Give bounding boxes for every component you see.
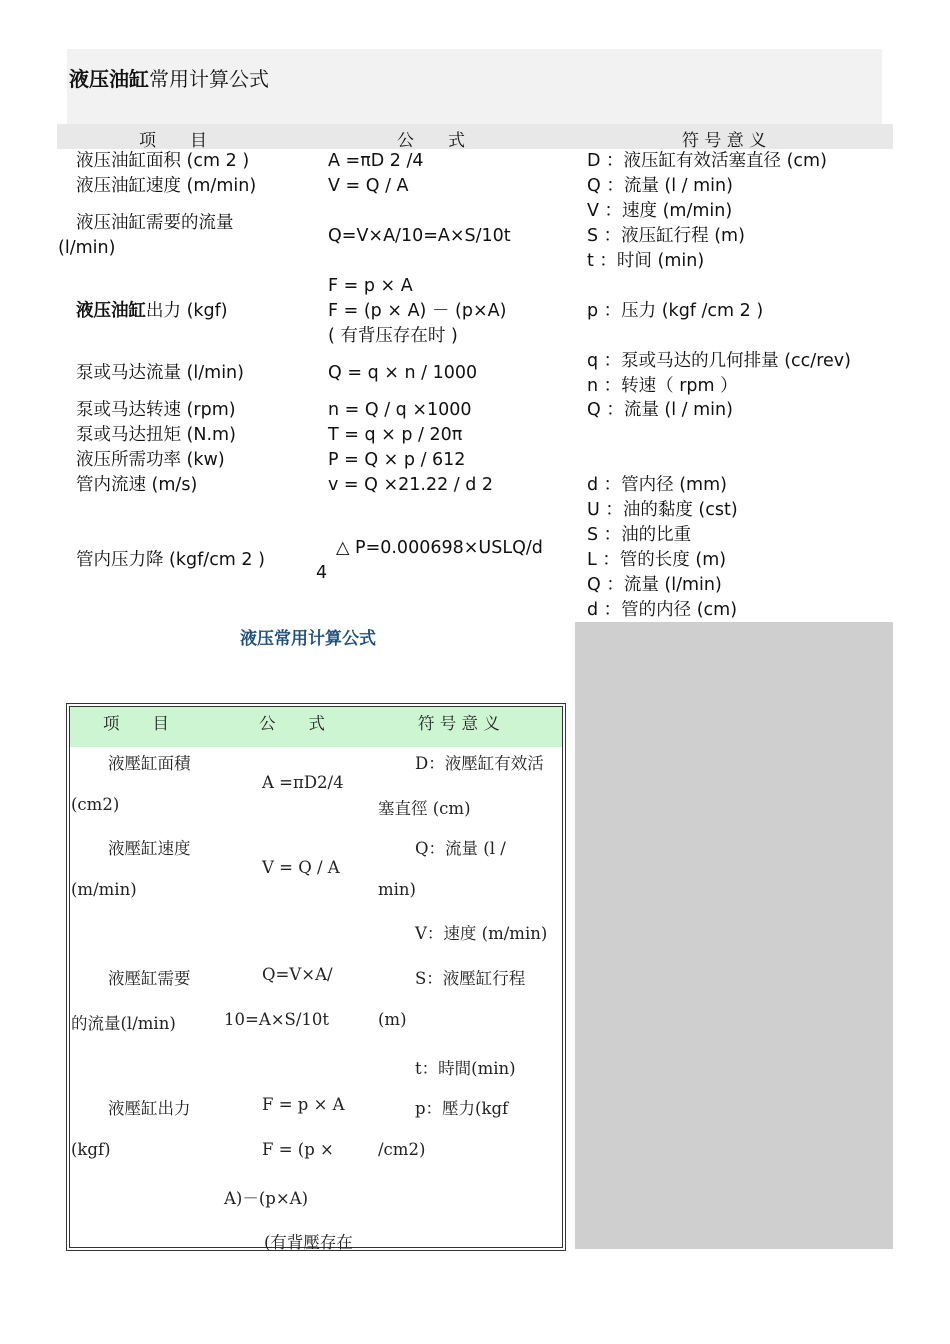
row-formula: A =πD 2 /4 [328,151,424,171]
document-title: 液压油缸常用计算公式 [69,67,269,91]
table-cell: V：速度 (m/min) [415,924,548,943]
table-cell: /cm2) [378,1140,426,1159]
row-symbol: t ：时间 (min) [587,251,705,271]
gray-panel [575,622,893,1249]
table-cell: 的流量(l/min) [71,1014,176,1033]
table-header [57,124,893,149]
table-cell: 液壓缸速度 [108,839,191,858]
row-item: (l/min) [58,238,116,258]
table-2-header-formula: 公 式 [259,714,325,733]
row-formula: ( 有背压存在时 ) [328,326,458,346]
table-cell: p：壓力(kgf [415,1099,509,1118]
table-cell: F = p × A [262,1095,345,1114]
section-subtitle: 液压常用计算公式 [240,629,376,649]
table-cell: F = (p × [262,1140,334,1159]
row-symbol: Q ：流量 (l / min) [587,400,733,420]
table-2-header-item: 项 目 [103,714,169,733]
table-cell: 液壓缸需要 [108,969,191,988]
row-item: 泵或马达流量 (l/min) [76,363,244,383]
row-formula: F = (p × A) － (p×A) [328,301,507,321]
table-cell: 液壓缸出力 [108,1099,191,1118]
row-symbol: n ：转速（ rpm ） [587,376,738,396]
row-formula: n = Q / q ×1000 [328,400,472,420]
row-symbol: U ：油的黏度 (cst) [587,500,738,520]
table-cell: (m) [378,1010,407,1029]
row-item: 液压所需功率 (kw) [76,450,225,470]
row-formula: F = p × A [328,276,413,296]
table-cell: 液壓缸面積 [108,754,191,773]
table-cell: D：液壓缸有效活 [415,754,544,773]
table-cell: (有背壓存在 [264,1233,353,1252]
row-formula: △ P=0.000698×USLQ/d [336,538,543,558]
row-symbol: Q ：流量 (l/min) [587,575,722,595]
formula-table-2 [66,703,566,1251]
row-formula: v = Q ×21.22 / d 2 [328,475,494,495]
row-item: 泵或马达转速 (rpm) [76,400,236,420]
table-cell: (kgf) [71,1140,111,1159]
row-item: 液压油缸速度 (m/min) [76,176,257,196]
row-symbol: Q ：流量 (l / min) [587,176,733,196]
table-cell: (cm2) [71,795,120,814]
table-2-header-symbol: 符 号 意 义 [418,714,500,733]
row-symbol: d ：管的内径 (cm) [587,600,738,620]
row-symbol: D ：液压缸有效活塞直径 (cm) [587,151,827,171]
row-formula: Q = q × n / 1000 [328,363,478,383]
row-symbol: V ：速度 (m/min) [587,201,733,221]
table-cell: V = Q / A [262,858,340,877]
row-symbol: d ：管内径 (mm) [587,475,727,495]
table-cell: Q=V×A/ [262,965,333,984]
row-item: 液压油缸面积 (cm 2 ) [76,151,250,171]
header-item: 项 目 [139,131,207,151]
table-cell: 塞直徑 (cm) [378,799,471,818]
row-formula: T = q × p / 20π [328,425,463,445]
row-item: 液压油缸出力 (kgf) [76,301,228,321]
row-symbol: S ：液压缸行程 (m) [587,226,745,246]
row-formula: P = Q × p / 612 [328,450,466,470]
table-cell: min) [378,880,416,899]
row-symbol: q ：泵或马达的几何排量 (cc/rev) [587,351,851,371]
table-cell: (m/min) [71,880,137,899]
table-cell: 10=A×S/10t [224,1010,330,1029]
table-cell: t：時間(min) [415,1059,516,1078]
row-formula: 4 [316,563,328,583]
row-symbol: p ：压力 (kgf /cm 2 ) [587,301,764,321]
row-formula: Q=V×A/10=A×S/10t [328,226,511,246]
header-symbol: 符 号 意 义 [682,131,767,151]
row-item: 管内流速 (m/s) [76,475,198,495]
table-cell: A)－(p×A) [224,1189,309,1208]
row-formula: V = Q / A [328,176,409,196]
row-item: 管内压力降 (kgf/cm 2 ) [76,550,265,570]
row-symbol: S ：油的比重 [587,525,692,545]
header-formula: 公 式 [397,131,465,151]
row-item: 泵或马达扭矩 (N.m) [76,425,236,445]
row-item: 液压油缸需要的流量 [76,213,234,233]
table-cell: S：液壓缸行程 [415,969,526,988]
table-cell: Q：流量 (l / [415,839,506,858]
table-cell: A =πD2/4 [262,773,344,792]
row-symbol: L ：管的长度 (m) [587,550,727,570]
